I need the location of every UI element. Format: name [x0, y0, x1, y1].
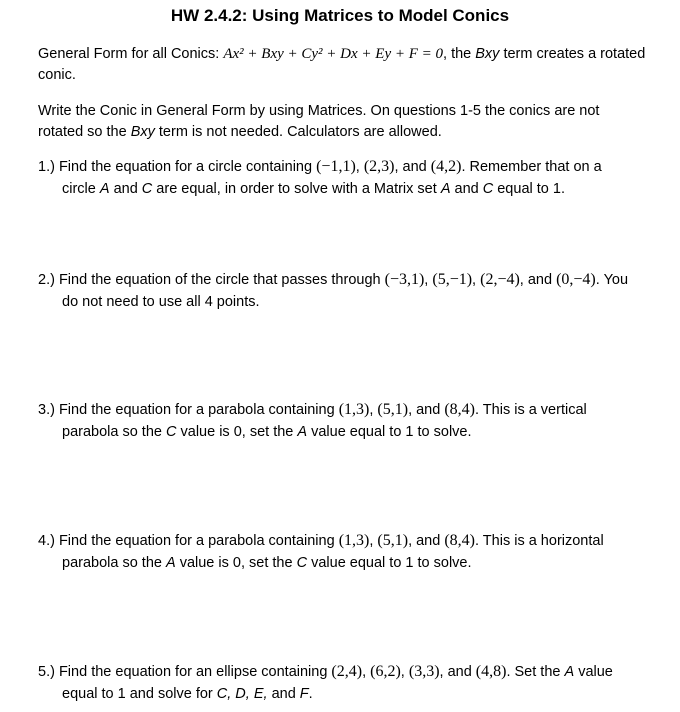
question-text: . — [308, 686, 313, 702]
question-line2 — [38, 178, 663, 200]
separator: , — [369, 533, 378, 549]
question-text: Find the equation of the circle that passes through — [58, 272, 381, 288]
point: (5,−1) — [432, 271, 473, 288]
question-text: Find the equation for an ellipse containing — [58, 664, 328, 680]
question-1 — [38, 156, 663, 200]
separator: , and — [439, 664, 476, 680]
separator: . — [506, 664, 515, 680]
separator: . — [461, 159, 470, 175]
question-text: and — [109, 181, 142, 197]
question-4 — [38, 530, 663, 574]
general-form-equation: Ax² + Bxy + Cy² + Dx + Ey + F = 0 — [223, 46, 444, 62]
point: (2,4) — [331, 663, 363, 680]
general-form-label: General Form for all Conics: — [38, 46, 220, 62]
separator: , — [362, 664, 371, 680]
question-text: parabola so the — [62, 555, 166, 571]
question-number: 1.) — [38, 159, 55, 175]
general-form-line2: conic. — [38, 67, 76, 83]
question-text: circle — [62, 181, 100, 197]
question-line2 — [38, 291, 663, 313]
question-text: equal to 1 and solve for — [62, 686, 217, 702]
point: (3,3) — [408, 663, 440, 680]
point: (−1,1) — [316, 158, 356, 175]
question-text: Remember that on a — [469, 159, 602, 175]
point: (8,4) — [444, 532, 475, 549]
separator: . — [475, 402, 483, 418]
question-line2 — [38, 552, 663, 574]
variable: A — [297, 424, 308, 440]
question-text: value equal to 1 to solve. — [307, 555, 472, 571]
separator: , — [472, 272, 481, 288]
separator: , and — [408, 402, 445, 418]
question-text: Find the equation for a circle containing — [58, 159, 313, 175]
variable: A — [440, 181, 451, 197]
question-2 — [38, 269, 663, 313]
point: (5,1) — [377, 532, 409, 549]
variable: A — [99, 181, 110, 197]
separator: , and — [408, 533, 445, 549]
question-text: do not need to use all 4 points. — [62, 294, 260, 310]
variable: C — [166, 424, 177, 440]
point: (6,2) — [370, 663, 401, 680]
point: (1,3) — [338, 532, 370, 549]
question-3 — [38, 399, 663, 443]
instructions-line2-post: term is not needed. Calculators are allowed. — [158, 124, 442, 140]
question-line1 — [38, 402, 587, 418]
question-line1 — [38, 272, 628, 288]
question-text: value — [578, 664, 613, 680]
variable: A — [166, 555, 176, 571]
variable: C — [141, 181, 153, 197]
question-text: equal to 1. — [493, 181, 565, 197]
question-text: parabola so the — [62, 424, 166, 440]
question-text: value is 0, set the — [176, 424, 298, 440]
question-text: and — [450, 181, 483, 197]
question-text: Find the equation for a parabola containing — [58, 402, 335, 418]
separator: , and — [394, 159, 431, 175]
question-line1 — [38, 664, 613, 680]
question-line1 — [38, 533, 604, 549]
question-number: 4.) — [38, 533, 55, 549]
question-line2 — [38, 683, 663, 705]
separator: . — [595, 272, 604, 288]
question-line1 — [38, 159, 602, 175]
question-text: and — [267, 686, 300, 702]
question-5 — [38, 661, 663, 705]
separator: , — [424, 272, 433, 288]
question-text: value is 0, set the — [175, 555, 297, 571]
question-text: Find the equation for a parabola containing — [58, 533, 335, 549]
separator: , — [400, 664, 409, 680]
variable: C — [296, 555, 308, 571]
instructions-bxy-term: Bxy — [130, 124, 155, 140]
question-number: 3.) — [38, 402, 55, 418]
general-form-tail-2: term creates a rotated — [503, 46, 646, 62]
question-number: 2.) — [38, 272, 55, 288]
variable: A — [564, 664, 575, 680]
variable: F — [299, 686, 309, 702]
general-form-tail-1: , the — [443, 46, 472, 62]
variable: C, D, E, — [216, 686, 268, 702]
point: (0,−4) — [556, 271, 596, 288]
separator: , — [369, 402, 378, 418]
separator: , and — [519, 272, 557, 288]
point: (2,−4) — [480, 271, 520, 288]
bxy-term: Bxy — [475, 46, 500, 62]
instructions-line1: Write the Conic in General Form by using Matrices. On questions 1-5 the conics are not — [38, 103, 600, 119]
question-line2 — [38, 421, 663, 443]
point: (4,8) — [475, 663, 507, 680]
question-text: This is a vertical — [482, 402, 587, 418]
point: (8,4) — [444, 401, 475, 418]
point: (5,1) — [377, 401, 409, 418]
variable: C — [482, 181, 494, 197]
question-text: value equal to 1 to solve. — [307, 424, 472, 440]
page-title: HW 2.4.2: Using Matrices to Model Conics — [170, 6, 510, 25]
question-text: are equal, in order to solve with a Matrix set — [152, 181, 441, 197]
general-form-paragraph — [38, 44, 658, 86]
separator: . — [475, 533, 483, 549]
instructions-line2-pre: rotated so the — [38, 124, 127, 140]
separator: , — [355, 159, 364, 175]
question-text: Set the — [514, 664, 561, 680]
point: (2,3) — [363, 158, 395, 175]
question-text: You — [603, 272, 629, 288]
question-number: 5.) — [38, 664, 55, 680]
point: (4,2) — [430, 158, 462, 175]
instructions-paragraph — [38, 101, 658, 143]
point: (1,3) — [338, 401, 370, 418]
question-text: This is a horizontal — [482, 533, 604, 549]
point: (−3,1) — [384, 271, 425, 288]
